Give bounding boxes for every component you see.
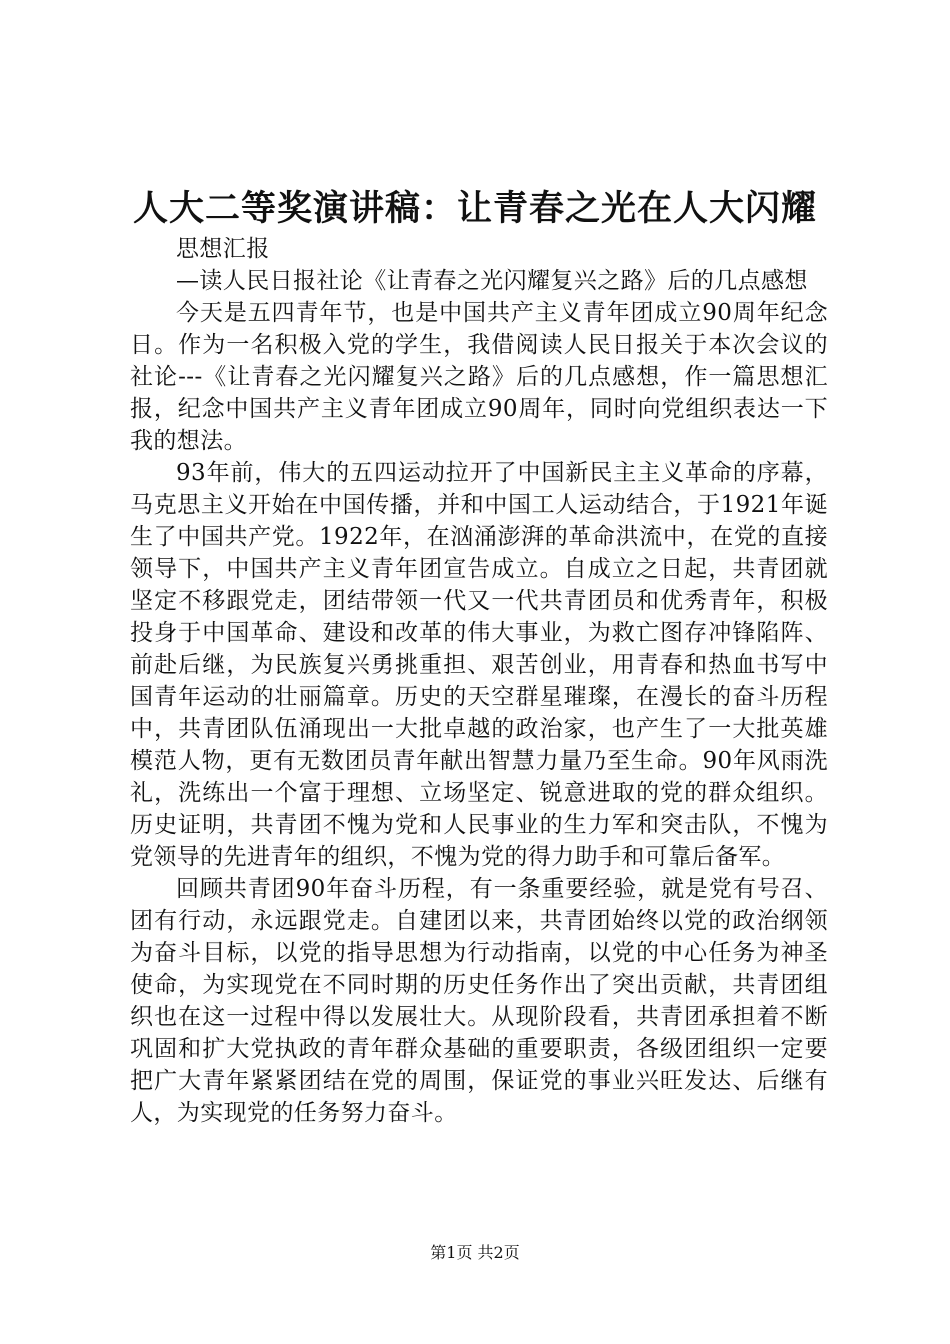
document-body [130, 233, 828, 1129]
page-number-footer: 第1页 共2页 [430, 1243, 520, 1262]
paragraph: 回顾共青团90年奋斗历程，有一条重要经验，就是党有号召、团有行动，永远跟党走。自建团以来，共青团始终以党的政治纲领为奋斗目标，以党的指导思想为行动指南，以党的中心任务为神圣使命，为实现党在不同时期的历史任务作出了突出贡献，共青团组织也在这一过程中得以发展壮大。从现阶段看，共青团承担着不断巩固和扩大党执政的青年群众基础的重要职责，各级团组织一定要把广大青年紧紧团结在党的周围，保证党的事业兴旺发达、后继有人，为实现党的任务努力奋斗。 [130, 876, 828, 1126]
document-title: 人大二等奖演讲稿：让青春之光在人大闪耀 [132, 188, 817, 229]
section-heading: 思想汇报 [176, 236, 270, 262]
document-subtitle: —读人民日报社论《让青春之光闪耀复兴之路》后的几点感想 [176, 268, 808, 294]
paragraph: 今天是五四青年节，也是中国共产主义青年团成立90周年纪念日。作为一名积极入党的学生，我借阅读人民日报关于本次会议的社论---《让青春之光闪耀复兴之路》后的几点感想，作一篇思想汇报，纪念中国共产主义青年团成立90周年，同时向党组织表达一下我的想法。 [130, 300, 828, 454]
paragraph: 93年前，伟大的五四运动拉开了中国新民主主义革命的序幕，马克思主义开始在中国传播，并和中国工人运动结合，于1921年诞生了中国共产党。1922年，在汹涌澎湃的革命洪流中，在党的直接领导下，中国共产主义青年团宣告成立。自成立之日起，共青团就坚定不移跟党走，团结带领一代又一代共青团员和优秀青年，积极投身于中国革命、建设和改革的伟大事业，为救亡图存冲锋陷阵、前赴后继，为民族复兴勇挑重担、艰苦创业，用青春和热血书写中国青年运动的壮丽篇章。历史的天空群星璀璨，在漫长的奋斗历程中，共青团队伍涌现出一大批卓越的政治家，也产生了一大批英雄模范人物，更有无数团员青年献出智慧力量乃至生命。90年风雨洗礼，洗练出一个富于理想、立场坚定、锐意进取的党的群众组织。历史证明，共青团不愧为党和人民事业的生力军和突击队，不愧为党领导的先进青年的组织，不愧为党的得力助手和可靠后备军。 [130, 460, 828, 870]
